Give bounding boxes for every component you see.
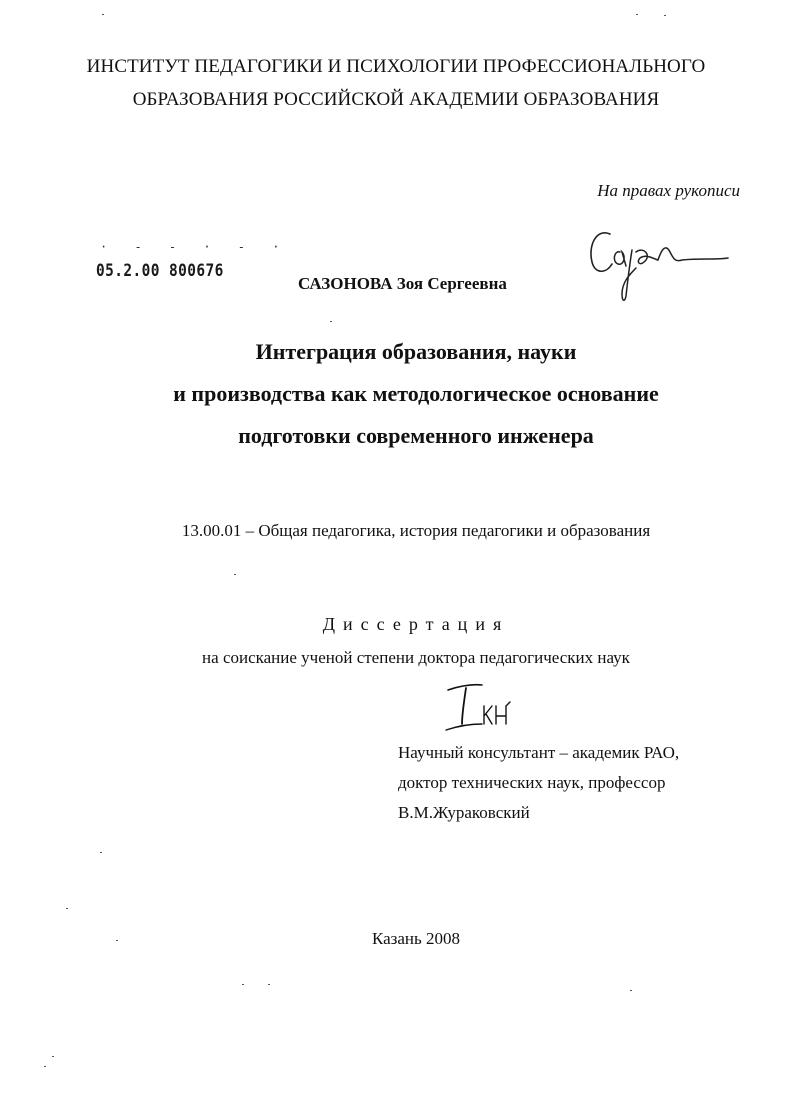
scan-speck [268,984,270,985]
dissertation-title-line2: и производства как методологическое основание [173,381,659,406]
city-year: Казань 2008 [371,929,461,948]
scan-speck [330,321,332,322]
specialty-code: 13.00.01 – Общая педагогика, история педагогики и образования [181,521,651,540]
scan-speck [234,574,236,575]
library-stamp-code: 05.2.00 800676 [96,261,224,281]
institute-name-line2: ОБРАЗОВАНИЯ РОССИЙСКОЙ АКАДЕМИИ ОБРАЗОВАНИЯ [132,89,660,110]
consultant-line1: Научный консультант – академик РАО, [398,743,680,762]
scan-speck [116,940,118,941]
scan-speck [664,15,666,16]
author-signature [582,222,732,306]
consultant-line2: доктор технических наук, профессор [398,773,666,792]
scan-speck [242,984,244,985]
dissertation-title-line3: подготовки современного инженера [238,423,594,448]
scan-speck [44,1066,46,1067]
author-name: САЗОНОВА Зоя Сергеевна [298,274,507,293]
consultant-signature [420,680,530,740]
manuscript-rights-note: На правах рукописи [597,181,740,200]
consultant-name: В.М.Жураковский [398,803,530,822]
scan-speck [102,14,104,15]
scan-speck [636,14,638,15]
stamp-marks: · - - · - · [100,240,290,254]
scan-speck [100,852,102,853]
dissertation-title-line1: Интеграция образования, науки [255,339,577,364]
scan-speck [630,990,632,991]
institute-name-line1: ИНСТИТУТ ПЕДАГОГИКИ И ПСИХОЛОГИИ ПРОФЕССИОНАЛЬНОГО [86,56,706,77]
scan-speck [52,1056,54,1057]
degree-description: на соискание ученой степени доктора педагогических наук [202,648,630,667]
document-type: Диссертация [322,614,510,634]
scan-speck [66,908,68,909]
